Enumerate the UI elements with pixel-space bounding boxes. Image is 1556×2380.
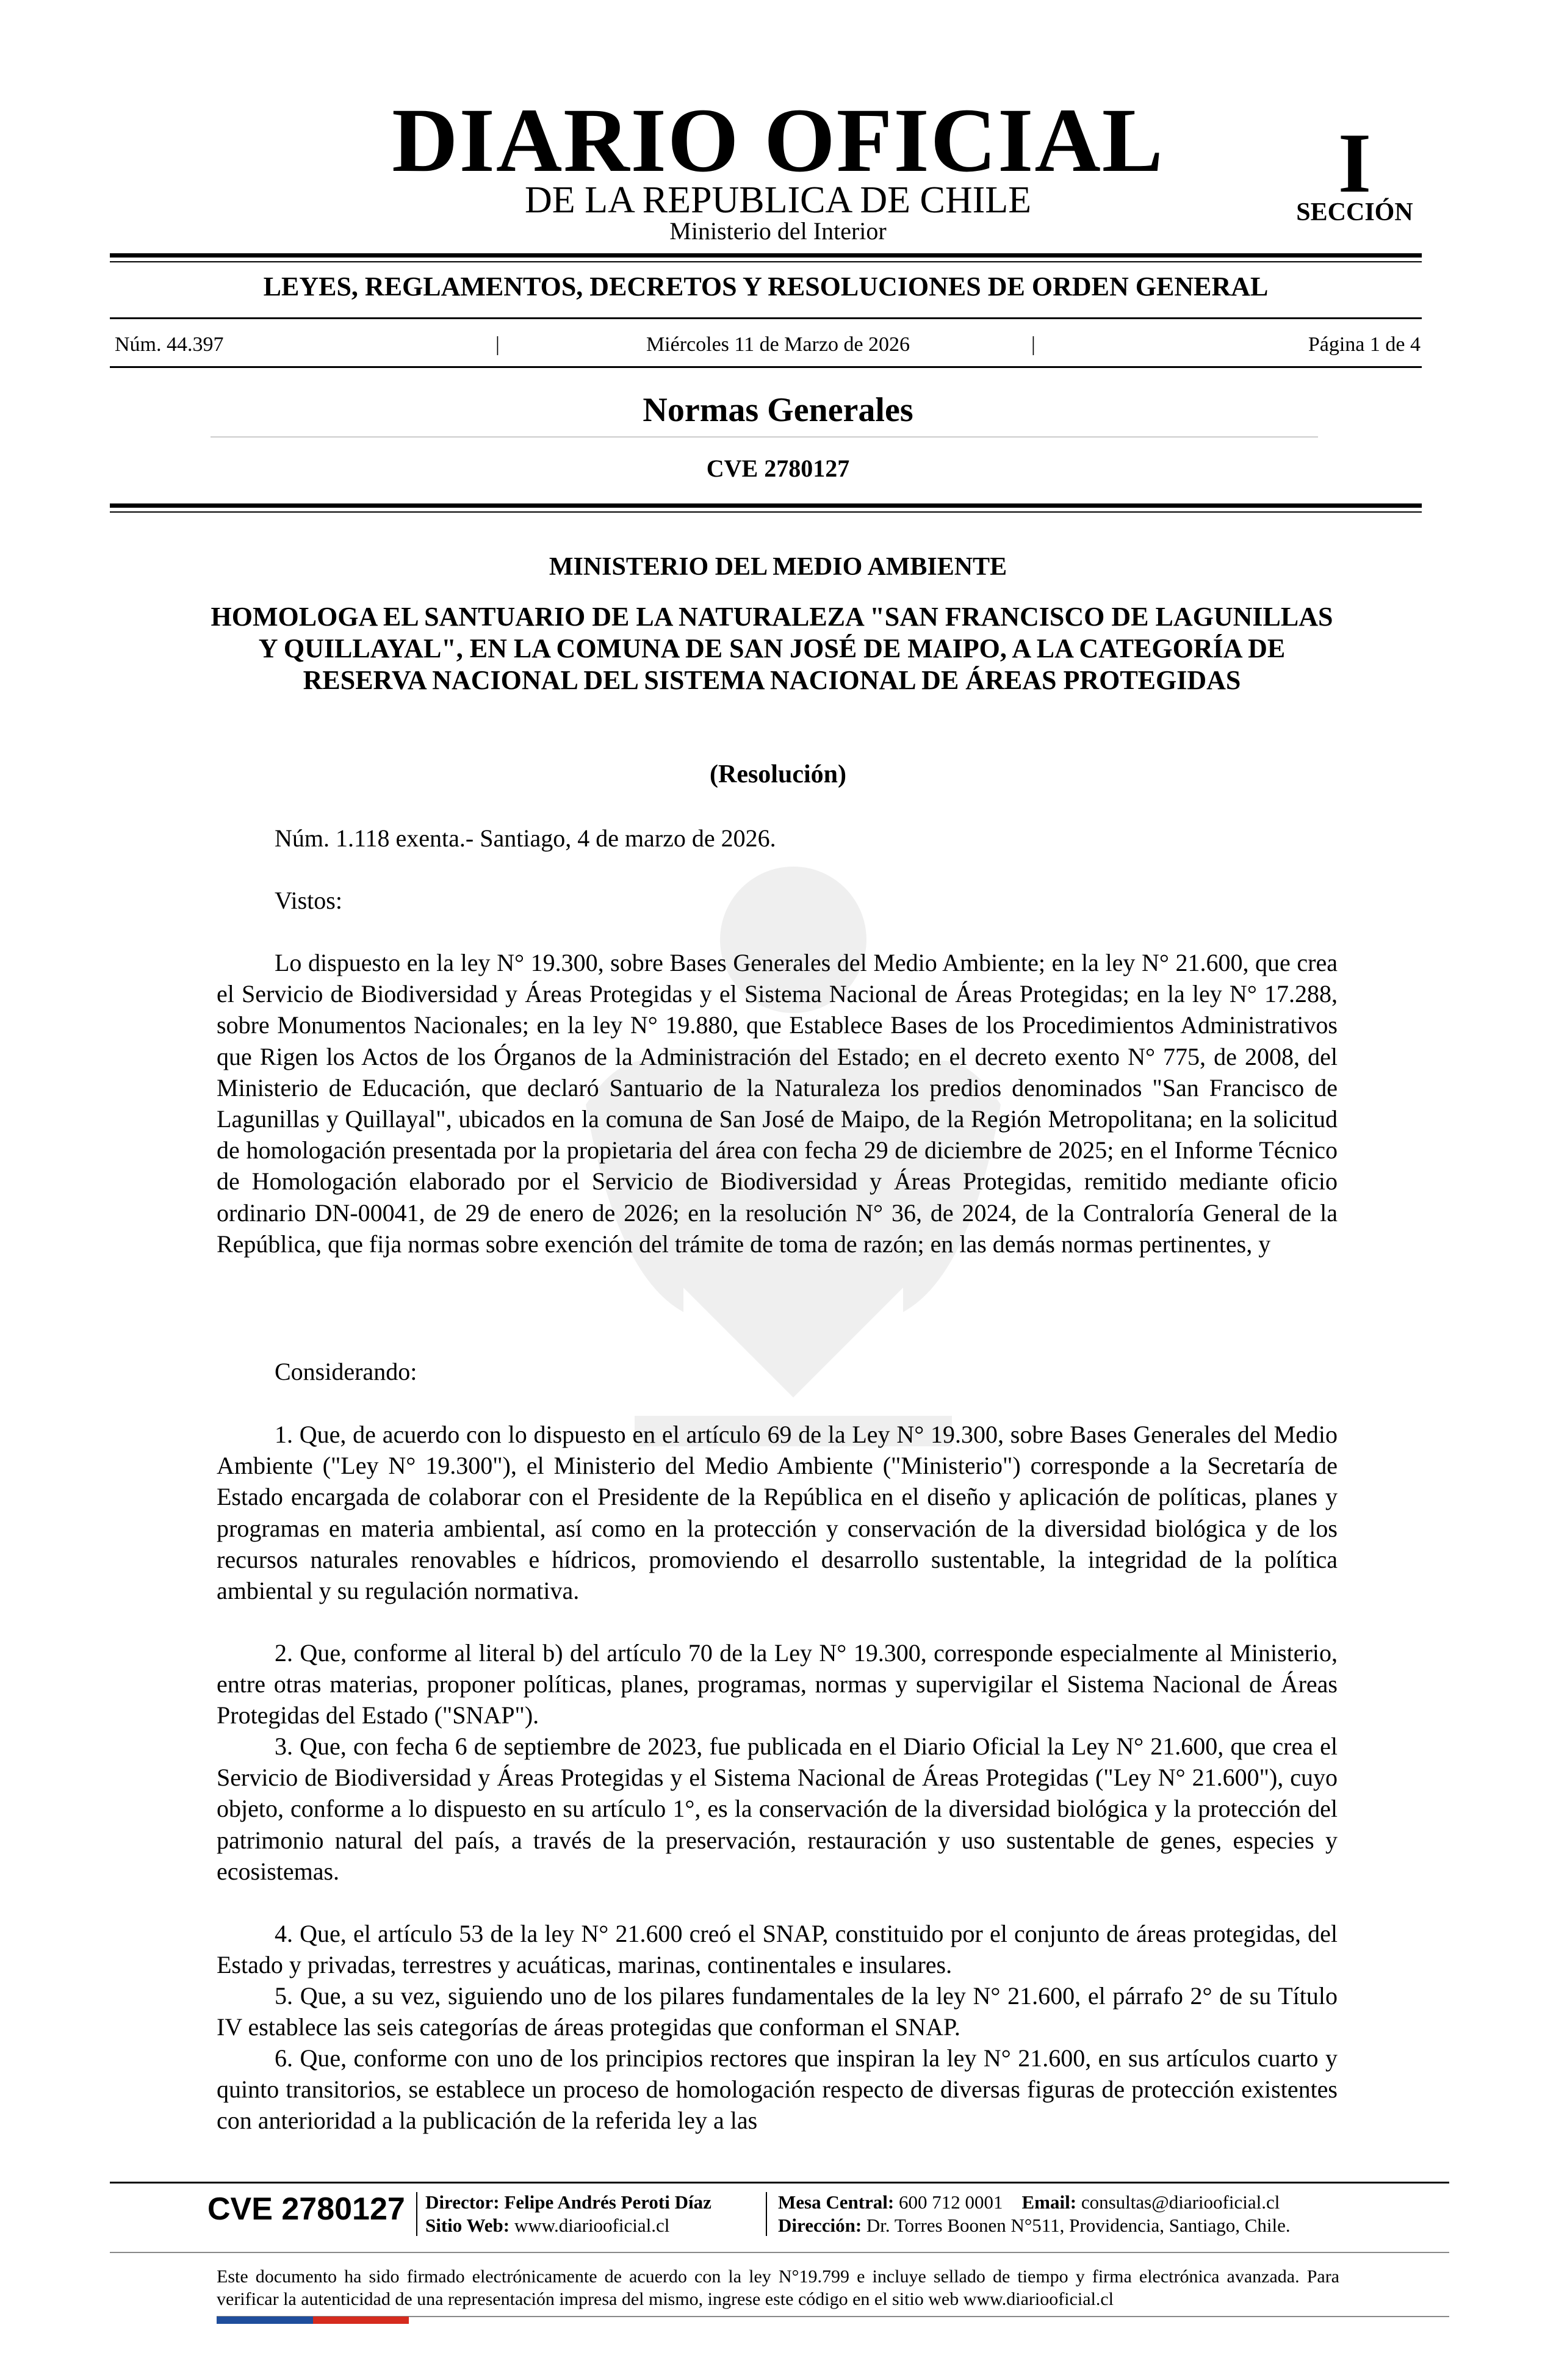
meta-rule [110,366,1422,368]
category-heading: LEYES, REGLAMENTOS, DECRETOS Y RESOLUCIONES DE ORDEN GENERAL [263,272,1269,301]
ministry-title: MINISTERIO DEL MEDIO AMBIENTE [549,553,1007,581]
resolution-type: (Resolución) [710,760,846,788]
meta-separator: | [1031,333,1036,356]
considerando-item: 5. Que, a su vez, siguiendo uno de los pilares fundamentales de la ley N° 21.600, el párrafo 2° de su Título IV establece las seis categorías de áreas protegidas que conforman el SNAP. [217,1982,1338,2041]
footer-address: Dirección: Dr. Torres Boonen N°511, Providencia, Santiago, Chile. [778,2215,1291,2236]
section-number: I [1338,116,1372,211]
considerando-item: 1. Que, de acuerdo con lo dispuesto en el artículo 69 de la Ley N° 19.300, sobre Bases Generales del Medio Ambiente ("Ley N° 19.300"), el Ministerio del Medio Ambiente ("Ministerio") corresponde a la Secretaría de Estado encargada de colaborar con el Presidente de la República en el diseño y aplicación de políticas, planes y programas en materia ambiental, así como en la protección y conservación de la diversidad biológica y de los recursos naturales renovables e hídricos, promoviendo el desarrollo sustentable, la integridad de la política ambiental y su regulación normativa. [217,1421,1338,1605]
resolution-title: HOMOLOGA EL SANTUARIO DE LA NATURALEZA "SAN FRANCISCO DE LAGUNILLAS Y QUILLAYAL", EN LA COMUNA DE SAN JOSÉ DE MAIPO, A LA CATEGORÍA DE RESERVA NACIONAL DEL SISTEMA NACIONAL DE ÁREAS PROTEGIDAS [211,602,1333,695]
footer-cve-code: CVE 2780127 [207,2191,405,2227]
footer-website: Sitio Web: www.diariooficial.cl [425,2215,670,2236]
issue-number: Núm. 44.397 [115,333,224,356]
section-rule-thin [110,511,1422,513]
footer-contact: Mesa Central: 600 712 0001 Email: consultas@diariooficial.cl [778,2191,1280,2213]
footer-email-link[interactable]: consultas@diariooficial.cl [1081,2191,1280,2213]
page-indicator: Página 1 de 4 [1308,333,1421,356]
resolution-number: Núm. 1.118 exenta.- Santiago, 4 de marzo de 2026. [275,824,776,852]
vistos-paragraph: Lo dispuesto en la ley N° 19.300, sobre Bases Generales del Medio Ambiente; en la ley N° 21.600, que crea el Servicio de Biodiversidad y Áreas Protegidas y el Sistema Nacional de Áreas Protegidas; en la ley N° 17.288, sobre Monumentos Nacionales; en la ley N° 19.880, que Establece Bases de los Procedimientos Administrativos que Rigen los Actos de los Órganos de la Administración del Estado; en el decreto exento N° 775, de 2008, del Ministerio de Educación, que declaró Santuario de la Naturaleza los predios denominados "San Francisco de Lagunillas y Quillayal", ubicados en la comuna de San José de Maipo, de la Región Metropolitana; en la solicitud de homologación presentada por la propietaria del área con fecha 29 de diciembre de 2025; en el Informe Técnico de Homologación elaborado por el Servicio de Biodiversidad y Áreas Protegidas, remitido mediante oficio ordinario DN-00041, de 29 de enero de 2026; en la resolución N° 36, de 2024, de la Contraloría General de la República, que fija normas sobre exención del trámite de toma de razón; en las demás normas pertinentes, y [217,949,1338,1258]
footer-website-link[interactable]: www.diariooficial.cl [514,2215,670,2236]
vistos-heading: Vistos: [275,887,342,914]
cve-code: CVE 2780127 [706,455,850,482]
footer-rule-top [110,2182,1449,2183]
masthead-subtitle: DE LA REPUBLICA DE CHILE [524,179,1032,221]
considerando-item: 6. Que, conforme con uno de los principios rectores que inspiran la ley N° 21.600, en sus artículos cuarto y quinto transitorios, se establece un proceso de homologación respecto de diversas figuras de protección existentes con anterioridad a la publicación de la referida ley a las [217,2044,1338,2135]
footer-legal-notice: Este documento ha sido firmado electrónicamente de acuerdo con la ley N°19.799 e incluye sellado de tiempo y firma electrónica avanzada. Para verificar la autenticidad de una representación impresa del mismo, ingrese este código en el sitio web www.diariooficial.cl [217,2266,1339,2309]
section-title: Normas Generales [643,391,913,429]
footer-divider [766,2192,767,2236]
footer-director: Director: Felipe Andrés Peroti Díaz [425,2191,711,2213]
footer-divider [416,2192,417,2236]
masthead-ministry: Ministerio del Interior [669,217,887,245]
considerando-item: 4. Que, el artículo 53 de la ley N° 21.600 creó el SNAP, constituido por el conjunto de áreas protegidas, del Estado y privadas, terrestres y acuáticas, marinas, continentales e insulares. [217,1920,1338,1979]
flag-stripe-red [313,2317,409,2324]
section-label: SECCIÓN [1296,198,1413,226]
issue-date: Miércoles 11 de Marzo de 2026 [646,333,910,356]
section-rule-thick [110,503,1422,508]
header-rule-thin [110,261,1422,262]
section-title-underline [211,436,1318,438]
header-rule-thick [110,253,1422,258]
meta-separator: | [495,333,500,356]
flag-stripe-blue [217,2317,313,2324]
footer-rule-middle [110,2252,1449,2253]
category-rule-top [110,317,1422,319]
considerando-heading: Considerando: [275,1358,417,1385]
considerando-item: 2. Que, conforme al literal b) del artículo 70 de la Ley N° 19.300, corresponde especialmente al Ministerio, entre otras materias, proponer políticas, planes, programas, normas y supervigilar el Sistema Nacional de Áreas Protegidas del Estado ("SNAP"). [217,1639,1338,1729]
masthead-title: DIARIO OFICIAL [392,90,1164,191]
considerando-item: 3. Que, con fecha 6 de septiembre de 2023, fue publicada en el Diario Oficial la Ley N° 21.600, que crea el Servicio de Biodiversidad y Áreas Protegidas y el Sistema Nacional de Áreas Protegidas ("Ley N° 21.600"), cuyo objeto, conforme a lo dispuesto en su artículo 1°, es la conservación de la diversidad biológica y la protección del patrimonio natural del país, a través de la preservación, restauración y uso sustentable de genes, especies y ecosistemas. [217,1733,1338,1885]
